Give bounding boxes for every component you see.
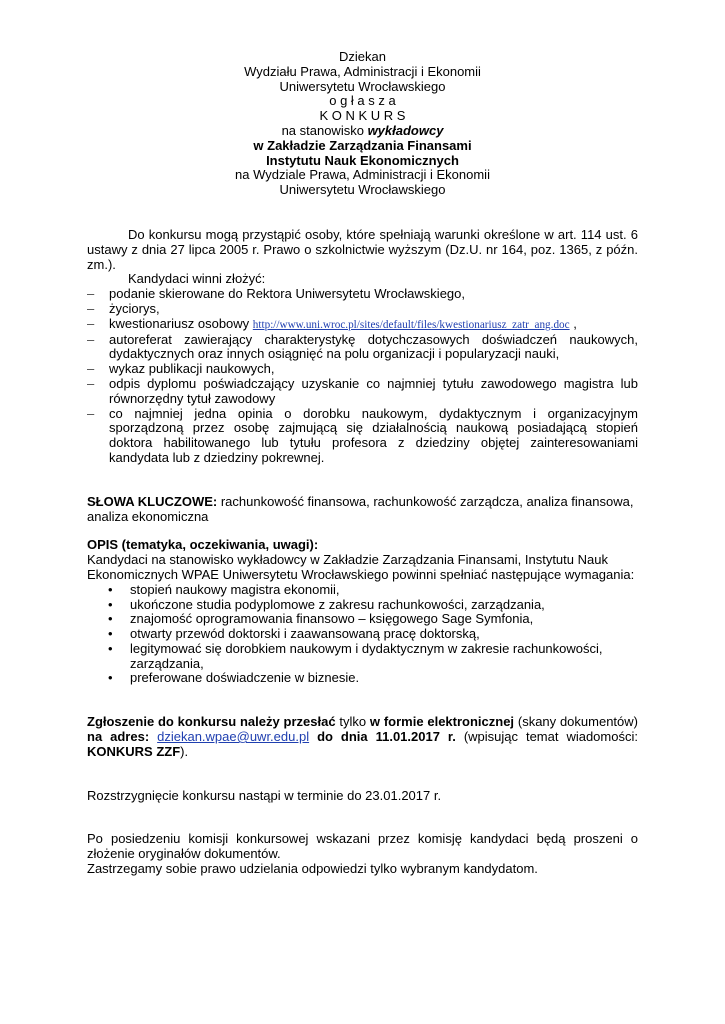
dash-bullet: –	[87, 405, 95, 421]
submission-paragraph	[87, 715, 638, 759]
list-item	[87, 642, 638, 672]
requirements-heading: Kandydaci winni złożyć:	[128, 271, 266, 287]
header-faculty-location: na Wydziale Prawa, Administracji i Ekonomii	[235, 167, 490, 183]
position-prefix: na stanowisko	[281, 122, 368, 138]
submission-text-3	[149, 729, 157, 744]
document-text: kwestionariusz osobowy	[109, 315, 253, 331]
submission-bold-3: na adres:	[87, 729, 150, 745]
dot-bullet: •	[108, 581, 113, 597]
dash-bullet: –	[87, 315, 95, 331]
announcement-document	[87, 50, 638, 877]
submission-text-6: ).	[180, 743, 189, 759]
dot-bullet: •	[108, 626, 113, 642]
requirement-text: legitymować się dorobkiem naukowym i dydaktycznym w zakresie rachunkowości, zarządzania,	[130, 640, 603, 671]
dot-bullet: •	[108, 670, 113, 686]
intro-paragraph: Do konkursu mogą przystąpić osoby, które spełniają warunki określone w art. 114 ust. 6 ustawy z dnia 27 lipca 2005 r. Prawo o szkolnictwie wyższym (Dz.U. nr 164, poz. 1365, z późn. zm.).	[87, 226, 638, 272]
header-announces: o g ł a s z a	[329, 93, 396, 109]
document-text: co najmniej jedna opinia o dorobku naukowym, dydaktycznym i organizacyjnym sporządzoną przez osobę zajmującą się działalnością naukową posiadającą stopień doktora habilitowanego lub tytułu profesora z dziedziny objętej zainteresowaniami kandydata lub z dziedziny pokrewnej.	[109, 405, 638, 465]
list-item	[87, 612, 638, 627]
dash-bullet: –	[87, 331, 95, 347]
list-item	[87, 362, 638, 377]
header-university: Uniwersytetu Wrocławskiego	[279, 78, 446, 94]
header-department: w Zakładzie Zarządzania Finansami	[253, 137, 472, 153]
list-item	[87, 583, 638, 598]
keywords-text: rachunkowość finansowa, rachunkowość zarządcza, analiza finansowa, analiza ekonomiczna	[87, 493, 634, 524]
email-link[interactable]: dziekan.wpae@uwr.edu.pl	[157, 729, 310, 745]
submission-bold-2: w formie elektronicznej	[369, 714, 515, 730]
resolution-paragraph: Rozstrzygnięcie konkursu nastąpi w terminie do 23.01.2017 r.	[87, 787, 442, 803]
description-heading: OPIS (tematyka, oczekiwania, uwagi):	[87, 537, 319, 553]
list-item	[87, 302, 638, 317]
submission-deadline: do dnia 11.01.2017 r.	[317, 729, 456, 745]
submission-text-1: tylko	[335, 714, 370, 730]
dot-bullet: •	[108, 640, 113, 656]
submission-text-5: (wpisując temat wiadomości:	[455, 729, 638, 745]
documents-list	[87, 287, 638, 466]
dash-bullet: –	[87, 300, 95, 316]
submission-bold-1: Zgłoszenie do konkursu należy przesłać	[87, 714, 336, 730]
document-text: odpis dyplomu poświadczający uzyskanie co najmniej tytułu zawodowego magistra lub równorzędny tytuł zawodowy	[109, 375, 638, 406]
requirement-text: znajomość oprogramowania finansowo – księgowego Sage Symfonia,	[130, 611, 534, 627]
dot-bullet: •	[108, 611, 113, 627]
requirement-text: ukończone studia podyplomowe z zakresu rachunkowości, zarządzania,	[130, 596, 545, 612]
list-item	[87, 317, 638, 333]
header-position	[87, 124, 638, 139]
dot-bullet: •	[108, 596, 113, 612]
description-text: Kandydaci na stanowisko wykładowcy w Zakładzie Zarządzania Finansami, Instytutu Nauk Ekonomicznych WPAE Uniwersytetu Wrocławskiego powinni spełniać następujące wymagania:	[87, 552, 635, 582]
header-institute: Instytutu Nauk Ekonomicznych	[266, 152, 459, 168]
requirement-text: preferowane doświadczenie w biznesie.	[130, 670, 360, 686]
list-item	[87, 333, 638, 363]
document-text: życiorys,	[109, 300, 160, 316]
document-text: autoreferat zawierający charakterystykę dotychczasowych doświadczeń naukowych, dydaktycznych oraz innych osiągnięć na polu organizacji i popularyzacji nauki,	[109, 331, 638, 362]
position-title: wykładowcy	[367, 122, 444, 138]
list-item	[87, 407, 638, 466]
submission-text-4	[309, 729, 317, 744]
document-text: podanie skierowane do Rektora Uniwersytetu Wrocławskiego,	[109, 286, 465, 302]
requirements-list	[87, 583, 638, 687]
submission-subject: KONKURS ZZF	[87, 743, 181, 759]
header-dean: Dziekan	[339, 49, 386, 64]
submission-text-2: (skany dokumentów)	[514, 714, 638, 730]
list-item	[87, 598, 638, 613]
list-item	[87, 287, 638, 302]
dash-bullet: –	[87, 361, 95, 377]
keywords-section	[87, 495, 638, 525]
closing-paragraph-1: Po posiedzeniu komisji konkursowej wskazani przez komisję kandydaci będą proszeni o złożenie oryginałów dokumentów.	[87, 831, 638, 862]
dash-bullet: –	[87, 375, 95, 391]
announcement-header	[87, 50, 638, 198]
closing-paragraph-2: Zastrzegamy sobie prawo udzielania odpowiedzi tylko wybranym kandydatom.	[87, 861, 538, 877]
questionnaire-link[interactable]: http://www.uni.wroc.pl/sites/default/files/kwestionariusz_zatr_ang.doc	[252, 318, 570, 331]
list-item	[87, 377, 638, 407]
header-faculty: Wydziału Prawa, Administracji i Ekonomii	[244, 63, 481, 79]
list-item	[87, 627, 638, 642]
document-text: wykaz publikacji naukowych,	[109, 361, 275, 377]
header-university-location: Uniwersytetu Wrocławskiego	[279, 182, 446, 198]
requirement-text: otwarty przewód doktorski i zaawansowaną pracę doktorską,	[130, 626, 480, 642]
keywords-label: SŁOWA KLUCZOWE:	[87, 493, 218, 509]
list-item	[87, 671, 638, 686]
dash-bullet: –	[87, 286, 95, 302]
requirement-text: stopień naukowy magistra ekonomii,	[130, 581, 340, 597]
header-konkurs: K O N K U R S	[319, 108, 406, 124]
document-text-suffix: ,	[569, 315, 577, 331]
